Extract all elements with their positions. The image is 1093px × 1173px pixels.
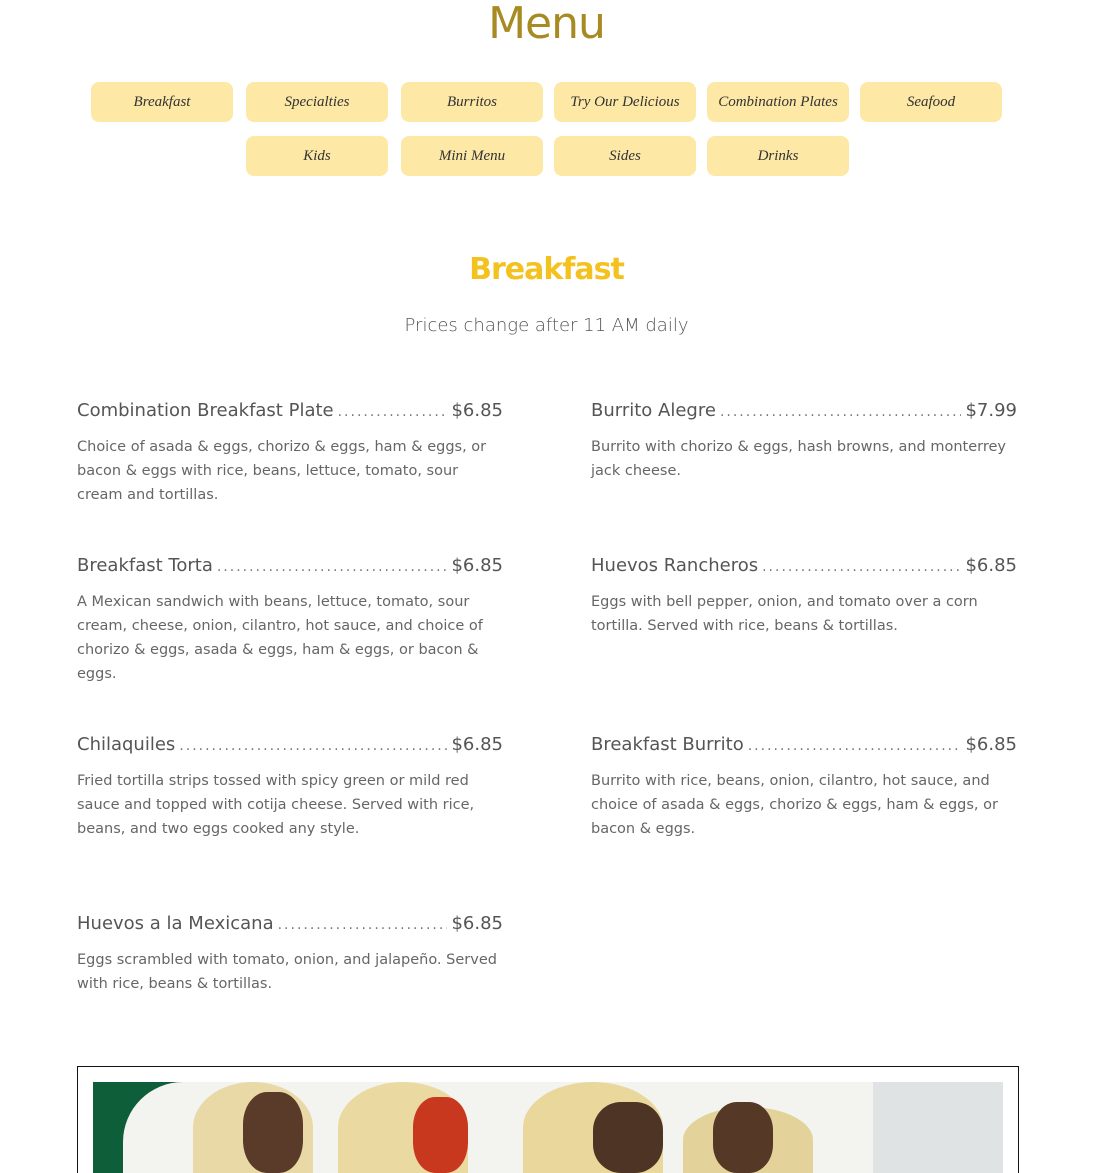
menu-item-description: A Mexican sandwich with beans, lettuce, tomato, sour cream, cheese, onion, cilantro, hot sauce, and choice of chorizo & eggs, asada & eggs, ham & eggs, or bacon & eggs.: [77, 594, 483, 682]
nav-button-burritos[interactable]: Burritos: [401, 82, 543, 122]
menu-item-description: Choice of asada & eggs, chorizo & eggs, ham & eggs, or bacon & eggs with rice, beans, lettuce, tomato, sour cream and tortillas.: [77, 439, 487, 503]
menu-item-name: Combination Breakfast Plate: [77, 400, 334, 421]
nav-button-mini-menu[interactable]: Mini Menu: [401, 136, 543, 176]
menu-item-price: $6.85: [451, 400, 503, 421]
menu-item-description: Eggs scrambled with tomato, onion, and jalapeño. Served with rice, beans & tortillas.: [77, 952, 497, 992]
dot-leader: [278, 917, 448, 933]
menu-item-price: $7.99: [965, 400, 1017, 421]
nav-button-seafood[interactable]: Seafood: [860, 82, 1002, 122]
nav-button-breakfast[interactable]: Breakfast: [91, 82, 233, 122]
menu-item-name: Breakfast Torta: [77, 555, 213, 576]
menu-item: [77, 913, 503, 996]
meat-shape: [593, 1102, 663, 1173]
menu-item: [591, 400, 1017, 483]
nav-button-try-our-delicious[interactable]: Try Our Delicious: [554, 82, 696, 122]
dot-leader: [179, 738, 447, 754]
menu-item: [77, 555, 503, 686]
menu-item-header: [591, 400, 1017, 421]
nav-button-specialties[interactable]: Specialties: [246, 82, 388, 122]
dot-leader: [748, 738, 962, 754]
nav-button-drinks[interactable]: Drinks: [707, 136, 849, 176]
menu-item-header: [77, 555, 503, 576]
menu-item: [77, 400, 503, 507]
menu-item-header: [591, 734, 1017, 755]
food-photo-frame: [77, 1066, 1019, 1173]
menu-item: [591, 734, 1017, 841]
nav-button-kids[interactable]: Kids: [246, 136, 388, 176]
dot-leader: [720, 404, 962, 420]
tacos-photo: [93, 1082, 1003, 1173]
menu-item-header: [77, 913, 503, 934]
menu-item-header: [77, 734, 503, 755]
menu-item: [591, 555, 1017, 638]
nav-button-combination-plates[interactable]: Combination Plates: [707, 82, 849, 122]
napkin-shape: [873, 1082, 1003, 1173]
meat-shape: [243, 1092, 303, 1173]
menu-item-price: $6.85: [451, 734, 503, 755]
menu-item-description: Eggs with bell pepper, onion, and tomato over a corn tortilla. Served with rice, beans & tortillas.: [591, 594, 978, 634]
dot-leader: [217, 559, 448, 575]
menu-item-price: $6.85: [965, 555, 1017, 576]
menu-item-description: Burrito with chorizo & eggs, hash browns, and monterrey jack cheese.: [591, 439, 1007, 479]
menu-item-header: [591, 555, 1017, 576]
menu-item: [77, 734, 503, 841]
meat-shape: [713, 1102, 773, 1173]
nav-button-sides[interactable]: Sides: [554, 136, 696, 176]
page-title: Menu: [488, 0, 605, 49]
menu-item-header: [77, 400, 503, 421]
menu-item-name: Huevos a la Mexicana: [77, 913, 274, 934]
salsa-shape: [413, 1097, 468, 1173]
dot-leader: [338, 404, 448, 420]
menu-item-name: Burrito Alegre: [591, 400, 716, 421]
menu-item-price: $6.85: [451, 913, 503, 934]
menu-item-price: $6.85: [451, 555, 503, 576]
menu-item-description: Fried tortilla strips tossed with spicy green or mild red sauce and topped with cotija cheese. Served with rice, beans, and two eggs cooked any style.: [77, 773, 475, 837]
menu-item-name: Breakfast Burrito: [591, 734, 744, 755]
menu-item-name: Chilaquiles: [77, 734, 176, 755]
menu-item-description: Burrito with rice, beans, onion, cilantro, hot sauce, and choice of asada & eggs, chorizo & eggs, ham & eggs, or bacon & eggs.: [591, 773, 998, 837]
dot-leader: [762, 559, 961, 575]
section-title: Breakfast: [469, 252, 624, 287]
section-subtitle: Prices change after 11 AM daily: [404, 315, 689, 336]
menu-item-price: $6.85: [965, 734, 1017, 755]
menu-item-name: Huevos Rancheros: [591, 555, 759, 576]
